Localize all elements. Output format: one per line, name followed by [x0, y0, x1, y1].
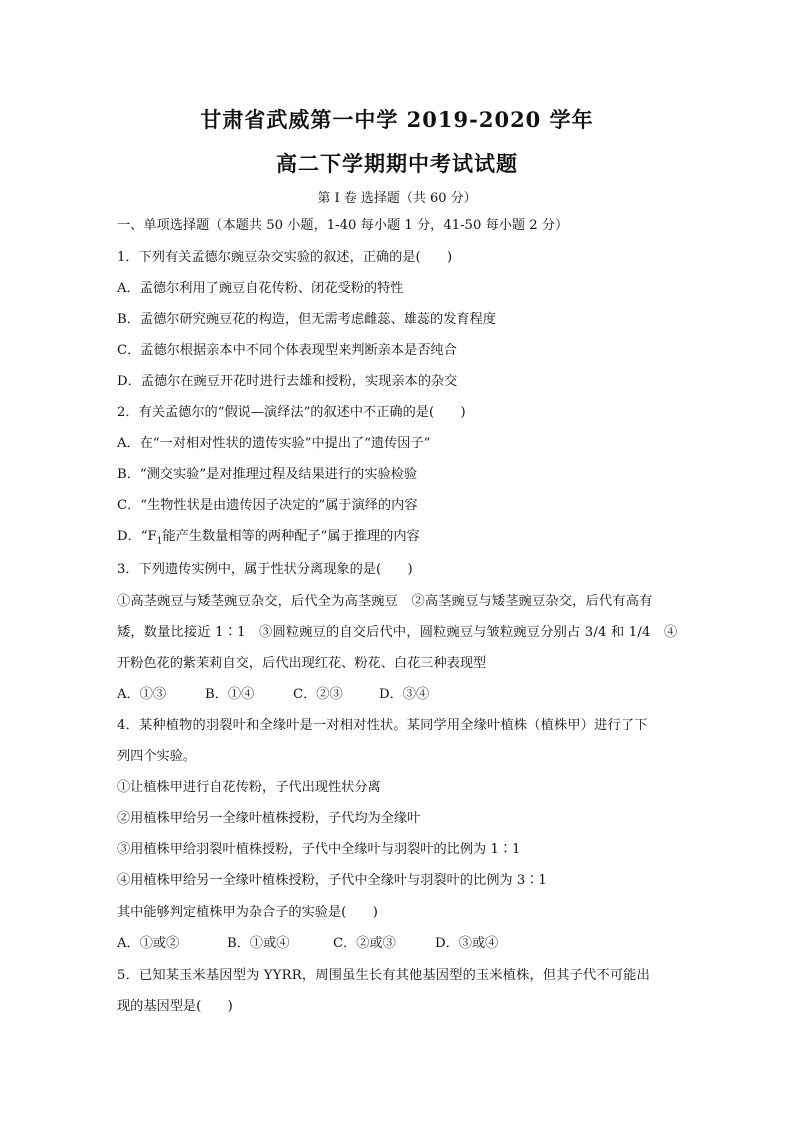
exam-title-line2: 高二下学期期中考试试题: [276, 151, 518, 176]
q4-experiment-2: ②用植株甲给另一全缘叶植株授粉，子代均为全缘叶: [117, 811, 421, 826]
exam-title-line1: 甘肃省武威第一中学 2019-2020 学年: [200, 107, 594, 132]
q4-option-c: C．②或③: [333, 936, 396, 951]
q3-option-c: C．②③: [293, 687, 343, 702]
q1-option-d: D．孟德尔在豌豆开花时进行去雄和授粉，实现亲本的杂交: [117, 374, 458, 389]
q4-option-a: A．①或②: [117, 936, 180, 951]
q3-example-line1: ①高茎豌豆与矮茎豌豆杂交，后代全为高茎豌豆 ②高茎豌豆与矮茎豌豆杂交，后代有高有: [117, 594, 653, 609]
q3-options: [117, 685, 429, 705]
q5-stem-line1: 5．已知某玉米基因型为 YYRR，周围虽生长有其他基因型的玉米植株，但其子代不可能出: [117, 968, 650, 983]
q2-option-c: C．“生物性状是由遗传因子决定的”属于演绎的内容: [117, 498, 418, 513]
q4-option-d: D．③或④: [435, 936, 499, 951]
q1-stem: 1．下列有关孟德尔豌豆杂交实验的叙述，正确的是( ): [117, 250, 453, 265]
q4-question: 其中能够判定植株甲为杂合子的实验是( ): [117, 905, 378, 920]
q2-option-d-pre: D．“F: [117, 529, 157, 544]
q3-example-line3: 开粉色花的紫茉莉自交，后代出现红花、粉花、白花三种表现型: [117, 656, 487, 671]
q1-option-a: A．孟德尔利用了豌豆自花传粉、闭花受粉的特性: [117, 281, 404, 296]
q4-options: [117, 934, 498, 954]
q1-option-c: C．孟德尔根据亲本中不同个体表现型来判断亲本是否纯合: [117, 343, 457, 358]
q4-stem-line1: 4．某种植物的羽裂叶和全缘叶是一对相对性状。某同学用全缘叶植株（植株甲）进行了下: [117, 718, 648, 733]
q3-option-d: D．③④: [379, 687, 430, 702]
q3-stem: 3．下列遗传实例中，属于性状分离现象的是( ): [117, 562, 413, 577]
q4-experiment-3: ③用植株甲给羽裂叶植株授粉，子代中全缘叶与羽裂叶的比例为 1∶1: [117, 842, 521, 857]
q2-option-d: [117, 527, 420, 552]
q2-option-b: B．“测交实验”是对推理过程及结果进行的实验检验: [117, 467, 418, 482]
q3-option-b: B．①④: [205, 687, 255, 702]
q4-option-b: B．①或④: [227, 936, 290, 951]
q4-experiment-4: ④用植株甲给另一全缘叶植株授粉，子代中全缘叶与羽裂叶的比例为 3∶1: [117, 873, 547, 888]
q3-option-a: A．①③: [117, 687, 167, 702]
q5-stem-line2: 现的基因型是( ): [117, 999, 233, 1014]
q1-option-b: B．孟德尔研究豌豆花的构造，但无需考虑雌蕊、雄蕊的发育程度: [117, 312, 496, 327]
section-heading: 第 I 卷 选择题（共 60 分）: [317, 191, 477, 206]
q2-option-a: A．在“一对相对性状的遗传实验”中提出了“遗传因子”: [117, 436, 431, 451]
q4-stem-line2: 列四个实验。: [117, 749, 197, 764]
q2-option-d-subscript: 1: [156, 536, 163, 547]
q3-example-line2: 矮，数量比接近 1∶1 ③圆粒豌豆的自交后代中，圆粒豌豆与皱粒豌豆分别占 3/4 和 1/4 ④: [117, 625, 678, 640]
q4-experiment-1: ①让植株甲进行自花传粉，子代出现性状分离: [117, 780, 381, 795]
q2-option-d-post: 能产生数量相等的两种配子”属于推理的内容: [162, 529, 420, 544]
part1-heading: 一、单项选择题（本题共 50 小题，1-40 每小题 1 分，41-50 每小题 2 分）: [117, 218, 569, 233]
q2-stem: 2．有关孟德尔的“假说—演绎法”的叙述中不正确的是( ): [117, 405, 466, 420]
